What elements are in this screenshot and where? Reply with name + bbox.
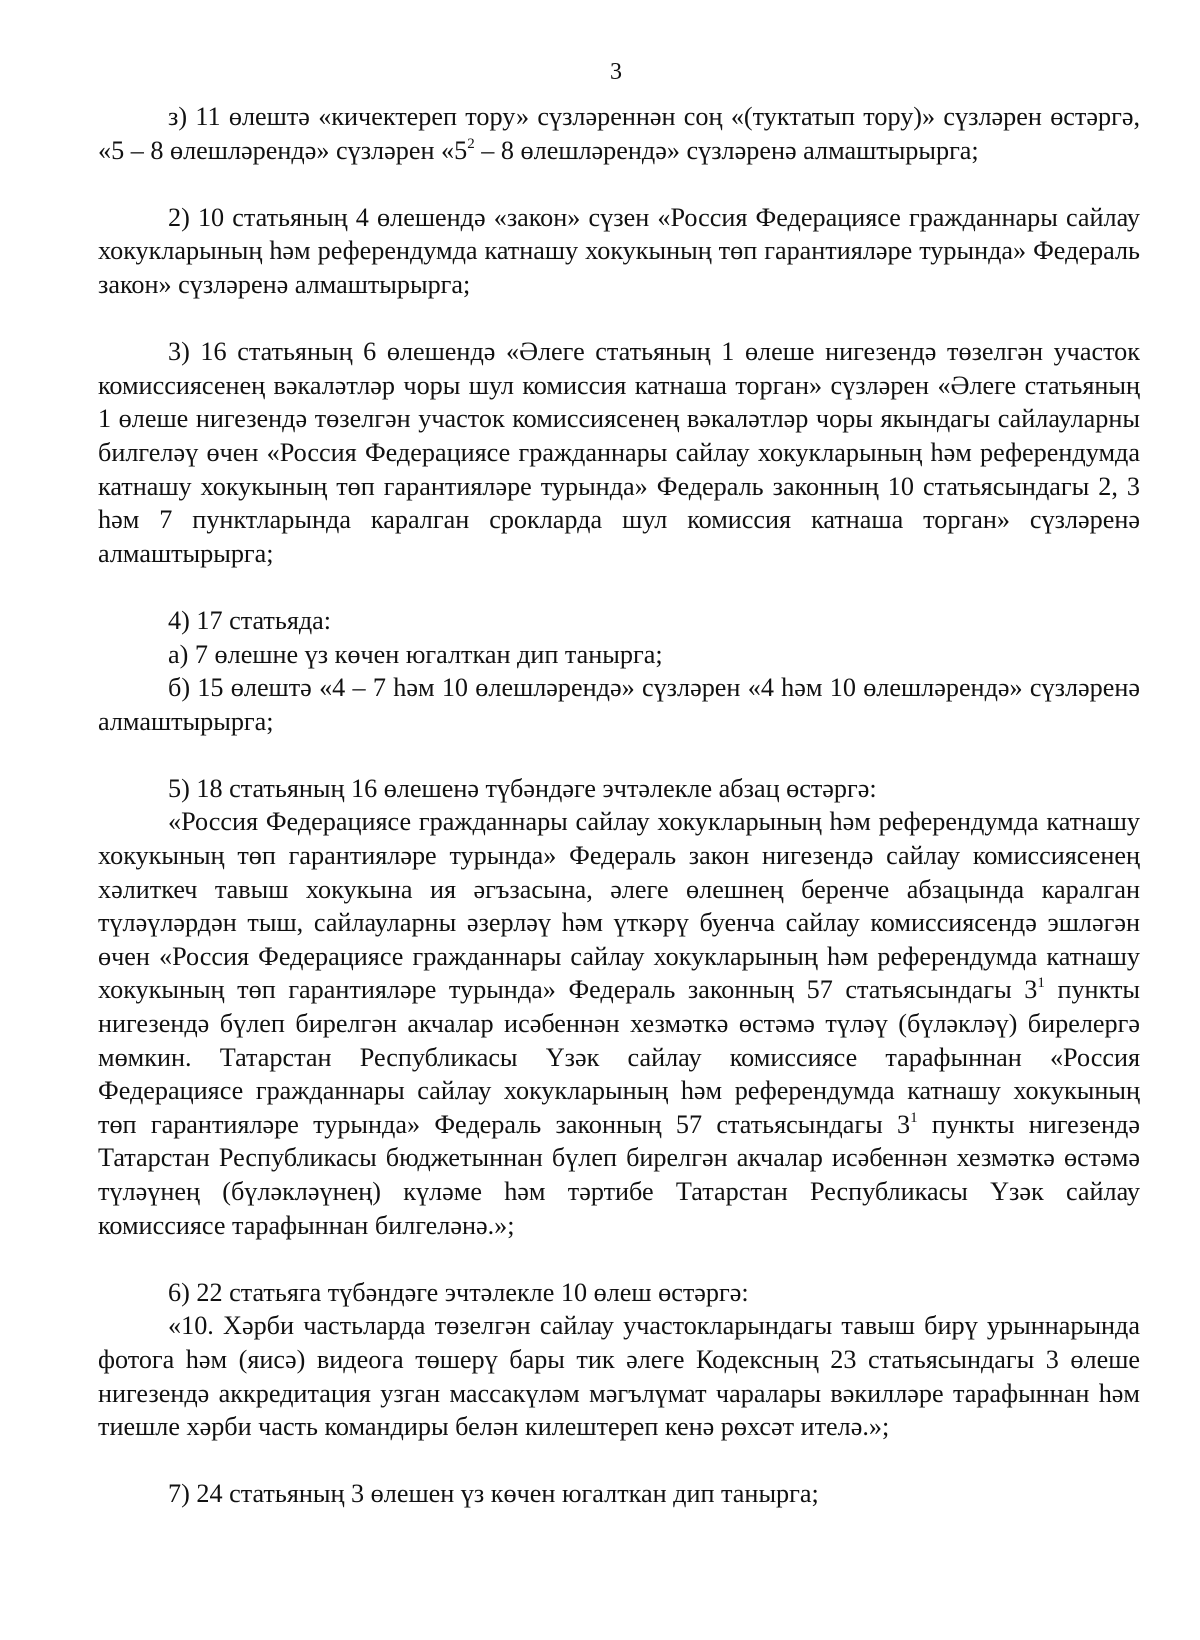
superscript: 2 xyxy=(467,135,475,152)
page-number: 3 xyxy=(610,59,622,85)
paragraph-item-2: 2) 10 статьяның 4 өлешендә «закон» сүзен «Россия Федерациясе гражданнары сайлау хокукларының һәм референдумда катнашу хокукының төп гарантияләре турында» Федераль закон» сүзләренә алмаштырырга; xyxy=(98,202,1140,299)
paragraph-item-6: 6) 22 статьяга түбәндәге эчтәлекле 10 өлеш өстәргә: xyxy=(168,1277,749,1307)
paragraph-item-z: з) 11 өлештә «кичектереп тору» сүзләреннән соң «(туктатып тору)» сүзләрен өстәргә, «5 – 8 өлешләрендә» сүзләрен «$5^2 - 8$ өлешләрендә» сүзләренә алмаштырырга; xyxy=(98,102,1140,165)
paragraph-item-4a: а) 7 өлешне үз көчен югалткан дип танырга; xyxy=(168,639,663,669)
document-body xyxy=(98,100,1140,1511)
paragraph-item-6-quote: «10. Хәрби частьларда төзелгән сайлау участокларындагы тавыш бирү урыннарында фотога һәм (яисә) видеога төшерү бары тик әлеге Кодексның 23 статьясындагы 3 өлеше нигезендә аккредитация узган массакүләм мәгълүмат чаралары вәкилләре тарафыннан һәм тиешле хәрби часть командиры белән килештереп кенә рөхсәт ителә.»; xyxy=(98,1311,1140,1442)
paragraph-item-4: 4) 17 статьяда: xyxy=(168,605,332,635)
paragraph-item-7: 7) 24 статьяның 3 өлешен үз көчен югалткан дип танырга; xyxy=(168,1479,819,1509)
paragraph-item-3: 3) 16 статьяның 6 өлешендә «Әлеге статьяның 1 өлеше нигезендә төзелгән участок комиссиясенең вәкаләтләр чоры шул комиссия катнаша торган» сүзләрен «Әлеге статьяның 1 өлеше нигезендә төзелгән участок комиссиясенең вәкаләтләр чоры якындагы сайлауларны билгеләү өчен «Россия Федерациясе гражданнары сайлау хокукларының һәм референдумда катнашу хокукының төп гарантияләре турында» Федераль законның 10 статьясындагы 2, 3 һәм 7 пунктларында каралган срокларда шул комиссия катнаша торган» сүзләренә алмаштырырга; xyxy=(98,337,1140,568)
paragraph-item-5-quote: «Россия Федерациясе гражданнары сайлау хокукларының һәм референдумда катнашу хокукының төп гарантияләре турында» Федераль закон нигезендә сайлау комиссиясенең хәлиткеч тавыш хокукына ия әгъзасына, әлеге өлешнең беренче абзацында каралган түләүләрдән тыш, сайлауларны әзерләү һәм үткәрү буенча сайлау комиссиясендә эшләгән өчен «Россия Федерациясе гражданнары сайлау хокукларының һәм референдумда катнашу хокукының төп гарантияләре турында» Федераль законның 57 статьясындагы $3^1$ пункты нигезендә бүлеп бирелгән акчалар исәбеннән хезмәткә өстәмә түләү (бүләкләү) бирелергә мөмкин. Татарстан Республикасы Үзәк сайлау комиссиясе тарафыннан «Россия Федерациясе гражданнары сайлау хокукларының һәм референдумда катнашу хокукының төп гарантияләре турында» Федераль законның 57 статьясындагы $3^1$ пункты нигезендә Татарстан Республикасы бюджетыннан бүлеп бирелгән акчалар исәбеннән хезмәткә өстәмә түләүнең (бүләкләүнең) күләме һәм тәртибе Татарстан Республикасы Үзәк сайлау комиссиясе тарафыннан билгеләнә.»; xyxy=(98,807,1140,1240)
paragraph-item-4b: б) 15 өлештә «4 – 7 һәм 10 өлешләрендә» сүзләрен «4 һәм 10 өлешләрендә» сүзләренә алмаштырырга; xyxy=(98,673,1140,736)
superscript: 1 xyxy=(1037,975,1045,992)
paragraph-item-5: 5) 18 статьяның 16 өлешенә түбәндәге эчтәлекле абзац өстәргә: xyxy=(168,773,877,803)
superscript: 1 xyxy=(910,1109,918,1126)
